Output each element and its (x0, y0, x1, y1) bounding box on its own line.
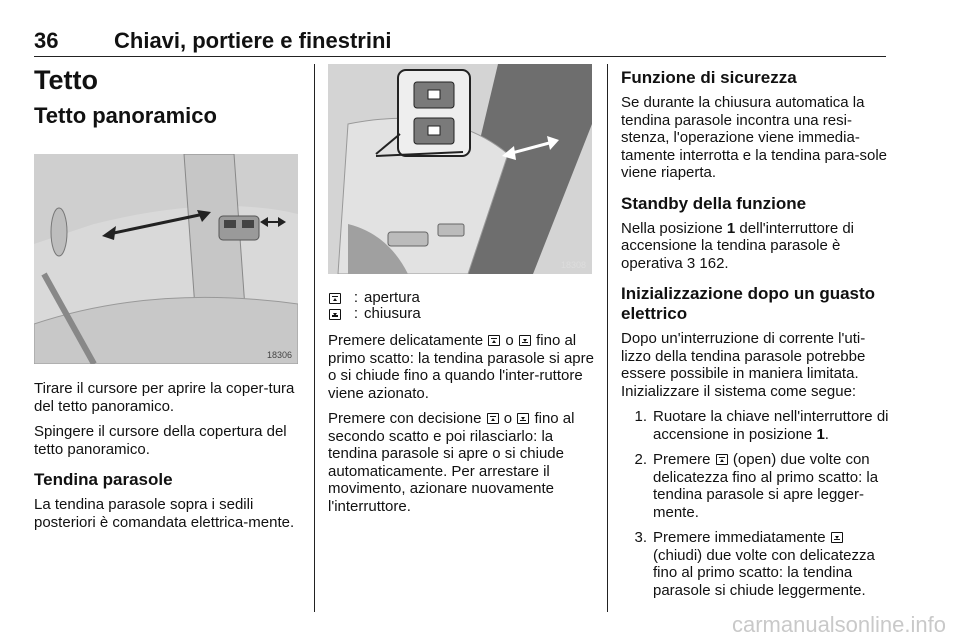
page-reference[interactable]: 3 162. (686, 254, 729, 272)
text: o (505, 332, 514, 349)
close-symbol-icon (519, 335, 531, 346)
close-symbol-icon (517, 413, 529, 424)
text: Premere (653, 451, 711, 468)
list-item (621, 529, 889, 599)
paragraph-sunblind: La tendina parasole sopra i sedili posteriori è comandata elettrica-mente. (34, 496, 295, 531)
legend-colon: : (353, 289, 359, 306)
paragraph-firm-press (328, 410, 594, 515)
panoramic-roof-drawing (34, 154, 298, 364)
figure-code: 18306 (266, 350, 292, 360)
page-number: 36 (34, 28, 59, 53)
chapter-title: Chiavi, portiere e finestrini (114, 28, 392, 53)
text: Ruotare la chiave nell'interruttore di accensione in posizione (653, 408, 889, 443)
column-divider-2 (607, 64, 608, 612)
step-number: 2. (634, 451, 647, 468)
watermark: carmanualsonline.info (731, 612, 946, 637)
open-symbol-icon (716, 454, 728, 465)
paragraph-gentle-press (328, 332, 594, 402)
paragraph-open-cover: Tirare il cursore per aprire la coper-tura del tetto panoramico. (34, 380, 295, 415)
subsection-title: Tetto panoramico (34, 103, 217, 128)
sunblind-switch-drawing (328, 64, 592, 274)
column-divider-1 (314, 64, 315, 612)
panoramic-roof-illustration (34, 154, 298, 364)
column-2 (328, 64, 594, 523)
ignition-position: 1 (816, 425, 825, 443)
header-rule (34, 56, 886, 57)
section-title: Tetto (34, 65, 98, 95)
open-symbol-icon (488, 335, 500, 346)
list-item (621, 451, 889, 521)
text: fino al secondo scatto e poi rilasciarlo: la tendina parasole si apre o si chiude automaticamente. Per arrestare il movimento, azionare nuovamente l'interruttore. (328, 410, 575, 515)
close-symbol-icon (831, 532, 843, 543)
paragraph-initialization: Dopo un'interruzione di corrente l'uti-lizzo della tendina parasole potrebbe essere possibile in maniera limitata. Inizializzare il sistema come segue: (621, 330, 866, 400)
legend-label-close: chiusura (364, 305, 421, 322)
column-1 (34, 64, 300, 539)
column-3 (621, 64, 889, 607)
text: Nella posizione (621, 219, 723, 237)
text: Premere immediatamente (653, 529, 826, 546)
step-number: 3. (634, 529, 647, 546)
open-symbol-icon (329, 293, 341, 304)
heading-sunblind: Tendina parasole (34, 470, 173, 489)
legend-label-open: apertura (364, 289, 420, 306)
page-header (34, 28, 886, 54)
legend-row-close (328, 306, 594, 322)
ignition-position: 1 (726, 219, 736, 237)
text: Premere con decisione (328, 410, 482, 427)
legend-row-open (328, 290, 594, 306)
figure-code: 18308 (560, 260, 586, 270)
text: (open) due volte con delicatezza fino al primo scatto: la tendina parasole si apre legger-mente. (653, 451, 879, 521)
paragraph-safety: Se durante la chiusura automatica la tendina parasole incontra una resi-stenza, l'operazione viene immedia-tamente interrotta e la tendina para-sole viene riaperta. (621, 94, 887, 181)
legend-colon: : (353, 305, 359, 322)
text: . (824, 425, 829, 443)
close-symbol-icon (329, 309, 341, 320)
sunblind-switch-illustration (328, 64, 592, 274)
open-symbol-icon (487, 413, 499, 424)
text: (chiudi) due volte con delicatezza fino al primo scatto: la tendina parasole si chiude leggermente. (653, 546, 875, 599)
paragraph-standby (621, 220, 889, 273)
text: o (503, 410, 513, 427)
heading-initialization: Inizializzazione dopo un guasto elettrico (621, 284, 876, 323)
paragraph-close-cover: Spingere il cursore della copertura del tetto panoramico. (34, 423, 287, 458)
heading-standby: Standby della funzione (621, 193, 807, 213)
text: fino al primo scatto: la tendina parasole si apre o si chiude fino a quando l'inter-ruttore viene azionato. (328, 332, 594, 402)
text: Premere delicatamente (328, 332, 484, 349)
initialization-steps (621, 408, 889, 599)
heading-safety: Funzione di sicurezza (621, 68, 797, 87)
symbol-legend (328, 290, 594, 322)
list-item (621, 408, 889, 443)
step-number: 1. (634, 408, 647, 425)
text: dell'interruttore di accensione la tendina parasole è operativa (621, 219, 855, 272)
